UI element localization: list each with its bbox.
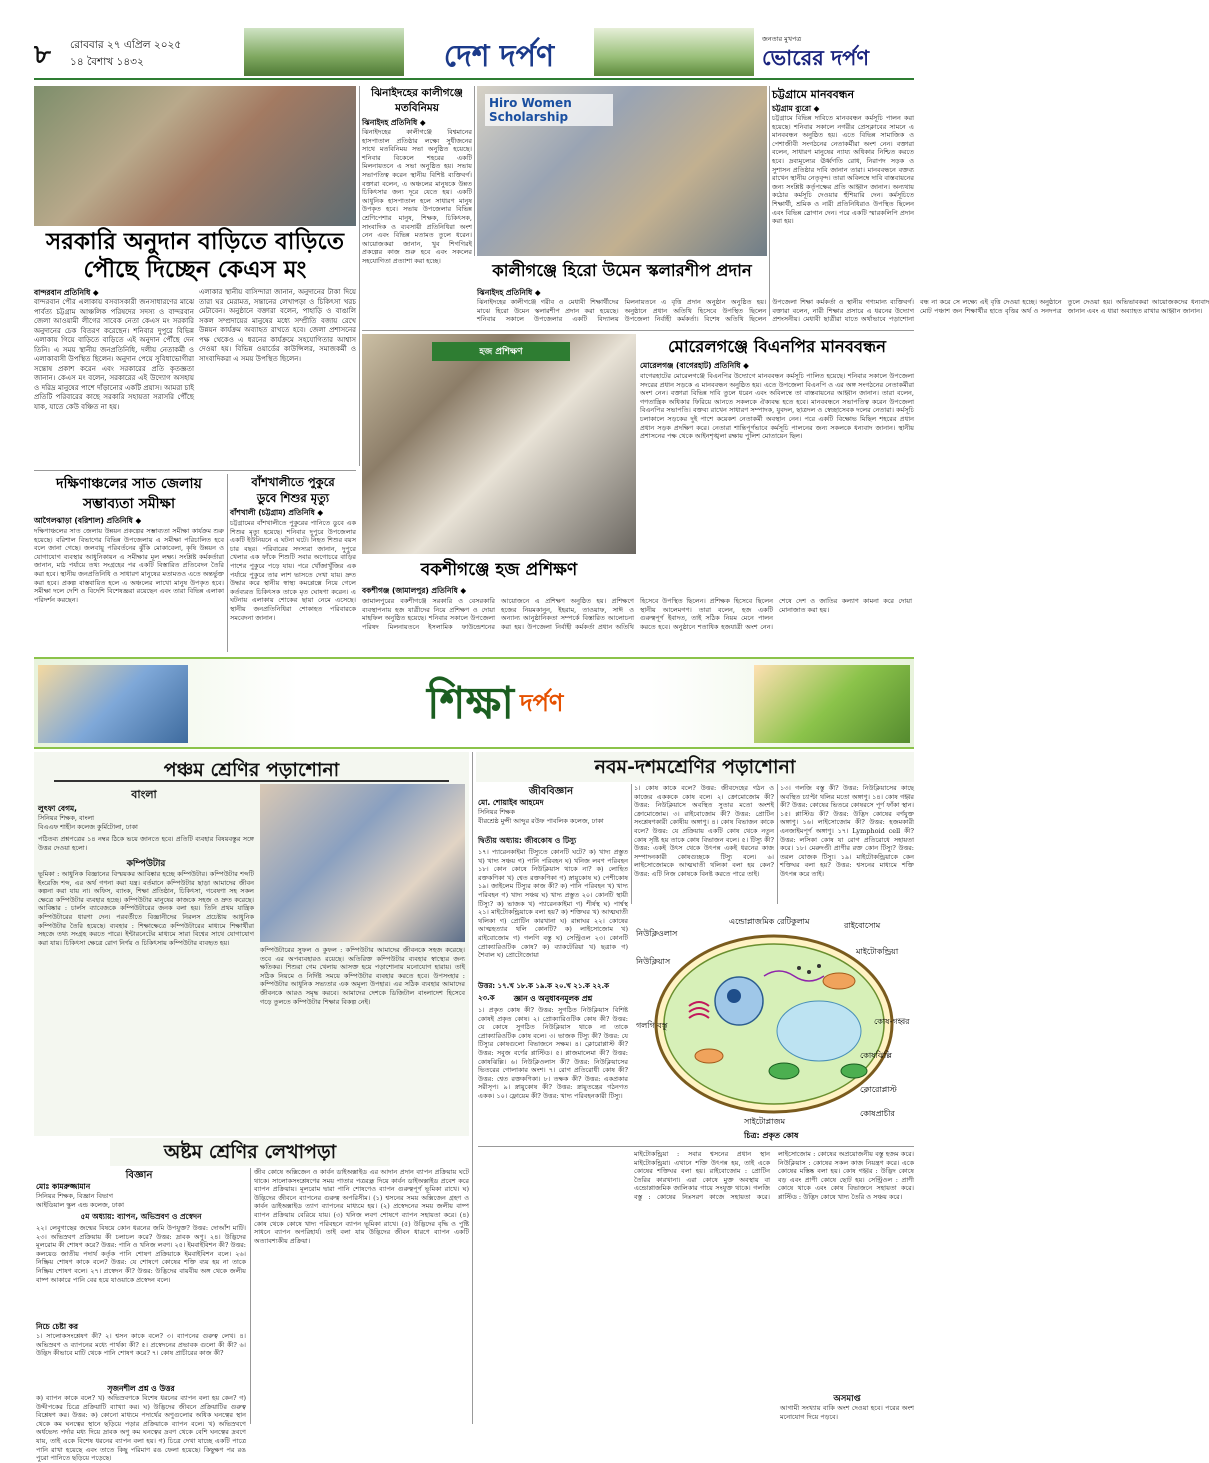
class8-body-3: ক) ব্যাপন কাকে বলে? খ) অভিস্রবণকে বিশেষ ধরনের ব্যাপন বলা হয় কেন? গ) উদ্দীপকের চিত্রে প্রক্রিয়াটি ব্যাখ্যা কর। ঘ) উদ্ভিদের জীবনে প্রক্রিয়াটির গুরুত্ব বিশ্লেষণ কর। উত্তর: ক) কোনো মাধ্যমে পদার্থের অণুগুলোর অধিক ঘনত্বের স্থান থেকে কম ঘনত্বের স্থানে ছড়িয়ে পড়ার প্রক্রিয়াকে ব্যাপন বলে। খ) অভিস্রবণে অর্ধভেদ্য পর্দার মধ্য দিয়ে দ্রাবক অণু কম ঘনত্বের দ্রবণ থেকে বেশি ঘনত্বের দ্রবণে যায়, তাই একে বিশেষ ধরনের ব্যাপন বলা হয়। গ) চিত্রে দেখা যাচ্ছে একটি পাত্রে পানি রাখা হয়েছে এবং তাতে কিছু পরিমাণ রঙ ফেলা হয়েছে। কিছুক্ষণ পর রঙ পুরো পানিতে ছড়িয়ে পড়েছে। xyxy=(36,1394,246,1463)
hajj-photo xyxy=(362,334,636,554)
class910-author-school: বীরশ্রেষ্ঠ মুন্সী আব্দুর রউফ পাবলিক কলেজ, ঢাকা xyxy=(478,817,604,825)
label-mitochondria: মাইটোকন্ড্রিয়া xyxy=(856,947,899,956)
mitochondria-shape xyxy=(823,973,855,989)
sathjela-headline-2: সম্ভাব্যতা সমীক্ষা xyxy=(82,496,176,512)
hajj-banner: হজ প্রশিক্ষণ xyxy=(432,342,570,361)
class8-chapter: ৫ম অধ্যায়: ব্যাপন, অভিস্রবণ ও প্রস্বেদন xyxy=(80,1212,202,1221)
jhenaidah-headline-1: ঝিনাইদহের কালীগঞ্জে xyxy=(371,87,463,99)
hajj-body: জামালপুরের বকশীগঞ্জে সরকারি ও বেসরকারি ব্যবস্থাপনায় হজ যাত্রীদের নিয়ে প্রশিক্ষণ ও দোয়া মাহফিল অনুষ্ঠিত হয়েছে। শনিবার সকালে উপজেলা পরিষদ মিলনায়তনে ইসলামিক ফাউন্ডেশনের আয়োজনে এ প্রশিক্ষণ অনুষ্ঠিত হয়। প্রশিক্ষণে হজের নিয়মকানুন, ইহরাম, তাওয়াফ, সাঈ ও অন্যান্য আনুষ্ঠানিকতা সম্পর্কে বিস্তারিত আলোচনা করা হয়। উপজেলা নির্বাহী কর্মকর্তা প্রধান অতিথি হিসেবে উপস্থিত ছিলেন। প্রশিক্ষক হিসেবে ছিলেন স্থানীয় আলেমগণ। তারা বলেন, হজ একটি গুরুত্বপূর্ণ ইবাদত, তাই সঠিক নিয়ম মেনে পালন করতে হবে। অনুষ্ঠানে শতাধিক হজযাত্রী অংশ নেন। শেষে দেশ ও জাতির কল্যাণ কামনা করে দোয়া মোনাজাত করা হয়। xyxy=(362,597,912,631)
education-banner xyxy=(34,657,914,749)
label-chloroplast: ক্লোরোপ্লাস্ট xyxy=(860,1085,897,1094)
chloroplast-shape-2 xyxy=(841,1064,867,1078)
sathjela-body: দক্ষিণাঞ্চলের সাত জেলায় উন্নয়ন প্রকল্পের সম্ভাব্যতা সমীক্ষা কার্যক্রম শুরু হয়েছে। বরিশাল বিভাগের বিভিন্ন উপজেলায় এ সমীক্ষা পরিচালিত হবে বলে জানা গেছে। জলবায়ু পরিবর্তনের ঝুঁকি মোকাবেলা, কৃষি উন্নয়ন ও যোগাযোগ ব্যবস্থার আধুনিকায়ন এ সমীক্ষার মূল লক্ষ্য। সংশ্লিষ্ট কর্মকর্তারা জানান, মাঠ পর্যায়ে তথ্য সংগ্রহের পর একটি বিস্তারিত প্রতিবেদন তৈরি করা হবে। স্থানীয় জনপ্রতিনিধি ও সাধারণ মানুষের মতামতও এতে অন্তর্ভুক্ত করা হবে। প্রকল্প বাস্তবায়িত হলে এ অঞ্চলের লাখো মানুষ উপকৃত হবে। সমীক্ষা দলে দেশি ও বিদেশি বিশেষজ্ঞরা রয়েছেন এবং তারা বিভিন্ন এলাকা পরিদর্শন করছেন। xyxy=(34,527,224,604)
section-title: দেশ দর্পণ xyxy=(443,39,555,74)
morelganj-byline: মোরেলগঞ্জ (বাগেরহাট) প্রতিনিধি ◆ xyxy=(640,361,749,370)
education-banner-title: শিক্ষা xyxy=(426,678,514,729)
masthead xyxy=(34,28,914,80)
sathjela-headline-1: দক্ষিণাঞ্চলের সাত জেলায় xyxy=(56,476,202,492)
main-story-body-2: এলাকার স্থানীয় বাসিন্দারা জানান, অনুদানের টাকা দিয়ে তারা ঘর মেরামত, সন্তানের লেখাপড়া ও চিকিৎসা খরচ মেটাবেন। অনুষ্ঠানে বক্তারা বলেন, পাহাড়ি ও বাঙালি সকল সম্প্রদায়ের মানুষের মধ্যে সম্প্রীতি বজায় রেখে উন্নয়ন কার্যক্রম অব্যাহত রাখতে হবে। জেলা প্রশাসনের পক্ষ থেকেও এ ধরনের কার্যক্রমে সহযোগিতার আশ্বাস দেওয়া হয়। বিভিন্ন ওয়ার্ডের কাউন্সিলর, সমাজকর্মী ও সাংবাদিকরা এ সময় উপস্থিত ছিলেন। xyxy=(199,288,356,363)
class5-section xyxy=(34,752,469,1136)
class910-closing-note: আগামী সংখ্যায় বাকি অংশ দেওয়া হবে। পরের অংশ মনোযোগ দিয়ে পড়বে। xyxy=(780,1404,914,1421)
chattogram-body: চট্টগ্রামে বিভিন্ন দাবিতে মানববন্ধন কর্মসূচি পালন করা হয়েছে। শনিবার সকালে নগরীর প্রেসক্লাবের সামনে এ মানববন্ধন অনুষ্ঠিত হয়। এতে বিভিন্ন সামাজিক ও পেশাজীবী সংগঠনের নেতাকর্মীরা অংশ নেন। বক্তারা বলেন, সাধারণ মানুষের ন্যায্য অধিকার নিশ্চিত করতে হবে। দ্রব্যমূল্যের ঊর্ধ্বগতি রোধ, নিরাপদ সড়ক ও সুশাসন প্রতিষ্ঠার দাবি জানান তারা। মানববন্ধনে বক্তব্য রাখেন স্থানীয় নেতৃবৃন্দ। তারা অবিলম্বে দাবি বাস্তবায়নের জন্য সংশ্লিষ্ট কর্তৃপক্ষের প্রতি আহ্বান জানান। অন্যথায় কঠোর কর্মসূচি দেওয়ার হুঁশিয়ারি দেন। কর্মসূচিতে শিক্ষার্থী, শ্রমিক ও নারী প্রতিনিধিরাও উপস্থিত ছিলেন এবং বিভিন্ন স্লোগান দেন। পরে একটি স্মারকলিপি প্রদান করা হয়। xyxy=(772,114,914,226)
class910-author: মো. শোয়াইব আহমেদ xyxy=(478,798,544,807)
ribosome-dot-3 xyxy=(817,964,821,968)
class910-right-column: ১৩। গলজি বস্তু কী? উত্তর: নিউক্লিয়াসের কাছে অবস্থিত চ্যাপ্টা থলির মতো অঙ্গাণু। ১৪। কোষ গহ্বর কী? উত্তর: কোষের ভিতরে কোষরসে পূর্ণ ফাঁকা স্থান। ১৫। প্লাস্টিড কী? উত্তর: উদ্ভিদ কোষের বর্ণযুক্ত অঙ্গাণু। ১৬। লাইসোজোম কী? উত্তর: হজমকারী এনজাইমপূর্ণ অঙ্গাণু। ১৭। Lymphoid cell কী? উত্তর: লসিকা কোষ যা রোগ প্রতিরোধে সহায়তা করে। ১৮। মেরুদণ্ডী প্রাণীর রক্ত কোন টিস্যু? উত্তর: তরল যোজক টিস্যু। ১৯। মাইটোকন্ড্রিয়াকে কেন শক্তিঘর বলা হয়? উত্তর: শ্বসনের মাধ্যমে শক্তি উৎপন্ন করে তাই। xyxy=(780,784,914,878)
mitochondria-shape-2 xyxy=(695,1049,723,1063)
label-membrane: কোষঝিল্লি xyxy=(860,1051,892,1060)
class910-answer-key: উত্তর: ১৭.খ ১৮.ক ১৯.ক ২০.খ ২১.ক ২২.ক ২৩.ক xyxy=(478,982,610,1002)
masthead-landscape-left xyxy=(244,28,404,76)
label-nucleus: নিউক্লিয়াস xyxy=(636,957,671,966)
main-story-headline-1: সরকারি অনুদান বাড়িতে বাড়িতে xyxy=(46,228,344,255)
chattogram-byline: চট্টগ্রাম ব্যুরো ◆ xyxy=(772,104,820,113)
label-nucleolus: নিউক্লিওলাস xyxy=(636,929,678,938)
class5-author: লুৎফা বেগম, xyxy=(38,804,78,813)
label-ribosome: রাইবোসোম xyxy=(844,921,881,930)
main-story-photo xyxy=(34,86,356,226)
class910-closing: অসমাপ্ত xyxy=(833,1394,861,1404)
banshkhali-headline-2: ডুবে শিশুর মৃত্যু xyxy=(256,491,330,505)
banshkhali-body: চট্টগ্রামের বাঁশখালীতে পুকুরের পানিতে ডুবে এক শিশুর মৃত্যু হয়েছে। শনিবার দুপুরে উপজেলার একটি ইউনিয়নে এ ঘটনা ঘটে। নিহত শিশুর বয়স চার বছর। পরিবারের সদস্যরা জানান, দুপুরে খেলার এক ফাঁকে শিশুটি সবার অগোচরে বাড়ির পাশের পুকুরে পড়ে যায়। পরে খোঁজাখুঁজির এক পর্যায়ে পুকুরে তার লাশ ভাসতে দেখা যায়। দ্রুত উদ্ধার করে স্থানীয় স্বাস্থ্য কমপ্লেক্সে নিয়ে গেলে কর্তব্যরত চিকিৎসক তাকে মৃত ঘোষণা করেন। এ ঘটনায় এলাকায় শোকের ছায়া নেমে এসেছে। স্থানীয় জনপ্রতিনিধিরা শোকাহত পরিবারকে সমবেদনা জানান। xyxy=(230,519,356,622)
banshkhali-byline: বাঁশখালী (চট্টগ্রাম) প্রতিনিধি ◆ xyxy=(230,508,324,517)
scholarship-banner: Hiro Women Scholarship xyxy=(485,94,613,126)
scholarship-byline: ঝিনাইদহ প্রতিনিধি ◆ xyxy=(477,288,541,297)
morelganj-body: বাগেরহাটের মোরেলগঞ্জে বিএনপির উদ্যোগে মানববন্ধন কর্মসূচি পালিত হয়েছে। শনিবার সকালে উপজেলা সদরের প্রধান সড়কে এ মানববন্ধন অনুষ্ঠিত হয়। এতে উপজেলা বিএনপি ও এর অঙ্গ সংগঠনের নেতাকর্মীরা অংশ নেন। বক্তারা বিভিন্ন দাবি তুলে ধরেন এবং অবিলম্বে তা বাস্তবায়নের আহ্বান জানান। তারা বলেন, গণতান্ত্রিক অধিকার ফিরিয়ে আনতে সকলকে ঐক্যবদ্ধ হতে হবে। মানববন্ধনে সভাপতিত্ব করেন উপজেলা বিএনপির সভাপতি। বক্তব্য রাখেন সাধারণ সম্পাদক, যুবদল, ছাত্রদল ও স্বেচ্ছাসেবক দলের নেতারা। কর্মসূচি চলাকালে সড়কের দুই পাশে কয়েকশ নেতাকর্মী অবস্থান নেন। পরে একটি বিক্ষোভ মিছিল শহরের প্রধান প্রধান সড়ক প্রদক্ষিণ করে। নেতারা শান্তিপূর্ণভাবে কর্মসূচি পালনের জন্য সকলকে ধন্যবাদ জানান। স্থানীয় প্রশাসনের পক্ষ থেকে আইনশৃঙ্খলা রক্ষায় পুলিশ মোতায়েন ছিল। xyxy=(640,372,914,441)
class5-topic: কম্পিউটার xyxy=(126,859,166,869)
class8-title: অষ্টম শ্রেণির লেখাপড়া xyxy=(110,1138,390,1166)
class8-subheading: নিচে চেষ্টা কর xyxy=(36,1322,79,1331)
scholarship-headline: কালীগঞ্জে হিরো উমেন স্কলারশীপ প্রদান xyxy=(492,261,752,280)
scholarship-body: ঝিনাইদহের কালীগঞ্জে গরীব ও মেধাবী শিক্ষার্থীদের মাঝে হিরো উমেন স্কলারশীপ প্রদান করা হয়েছে। শনিবার সকালে উপজেলার একটি বিদ্যালয় মিলনায়তনে এ বৃত্তি প্রদান অনুষ্ঠান অনুষ্ঠিত হয়। অনুষ্ঠানে প্রধান অতিথি হিসেবে উপস্থিত ছিলেন উপজেলা নির্বাহী কর্মকর্তা। বিশেষ অতিথি ছিলেন উপজেলা শিক্ষা কর্মকর্তা ও স্থানীয় গণ্যমান্য ব্যক্তিবর্গ। বক্তারা বলেন, নারী শিক্ষার প্রসারে এ ধরনের উদ্যোগ প্রশংসনীয়। মেধাবী ছাত্রীরা যাতে অর্থাভাবে পড়াশোনা বন্ধ না করে সে লক্ষ্যে এই বৃত্তি দেওয়া হচ্ছে। অনুষ্ঠানে মোট পঞ্চাশ জন শিক্ষার্থীর হাতে বৃত্তির অর্থ ও সনদপত্র তুলে দেওয়া হয়। অভিভাবকরা আয়োজকদের ধন্যবাদ জানান এবং এ ধারা অব্যাহত রাখার আহ্বান জানান। xyxy=(477,298,1209,324)
education-banner-image-left xyxy=(38,665,188,743)
label-er: এন্ডোপ্লাজমিক রেটিকুলাম xyxy=(729,917,810,926)
hajj-byline: বকশীগঞ্জ (জামালপুর) প্রতিনিধি ◆ xyxy=(362,586,467,595)
class5-photo xyxy=(260,784,465,942)
class910-bottom-right: মাইটোকন্ড্রিয়া : সবার শ্বসনের প্রধান স্থান মাইটোকন্ড্রিয়া। এখানে শক্তি উৎপন্ন হয়, তাই একে কোষের শক্তিঘর বলা হয়। রাইবোজোম : প্রোটিন তৈরির কারখানা। এরা কোষে মুক্ত অবস্থায় বা এন্ডোপ্লাজমিক জালিকার গায়ে সংযুক্ত থাকে। গলজি বস্তু : কোষের নিঃসরণ কাজে সহায়তা করে। লাইসোজোম : কোষের অপ্রয়োজনীয় বস্তু হজম করে। নিউক্লিয়াস : কোষের সকল কাজ নিয়ন্ত্রণ করে। একে কোষের মস্তিষ্ক বলা হয়। কোষ গহ্বর : উদ্ভিদ কোষে বড় এবং প্রাণী কোষে ছোট হয়। সেন্ট্রিওল : প্রাণী কোষে থাকে এবং কোষ বিভাজনে সহায়তা করে। প্লাস্টিড : উদ্ভিদ কোষে খাদ্য তৈরি ও সঞ্চয় করে। xyxy=(634,1150,914,1201)
class5-author-school: বিএএফ শাহীন কলেজ কুর্মিটোলা, ঢাকা xyxy=(38,823,138,831)
jhenaidah-headline-2: মতবিনিময় xyxy=(395,102,439,114)
hajj-headline: বকশীগঞ্জে হজ প্রশিক্ষণ xyxy=(420,560,578,580)
class5-author-role: সিনিয়র শিক্ষক, বাংলা xyxy=(38,814,95,822)
class910-mcq: ১৭। প্যারেনকাইমা টিস্যুতে কোনটি ঘটে? ক) খাদ্য প্রস্তুত খ) খাদ্য সঞ্চয় গ) পানি পরিবহন ঘ) খনিজ লবণ পরিবহন ১৮। কোন কোষে নিউক্লিয়াস থাকে না? ক) লোহিত রক্তকণিকা খ) শ্বেত রক্তকণিকা গ) স্নায়ুকোষ ঘ) পেশীকোষ ১৯। জাইলেম টিস্যুর কাজ কী? ক) পানি পরিবহন খ) খাদ্য পরিবহন গ) খাদ্য সঞ্চয় ঘ) খাদ্য প্রস্তুত ২০। কোনটি স্থায়ী টিস্যু? ক) ভাজক খ) প্যারেনকাইমা গ) শীর্ষস্থ ঘ) পার্শ্বস্থ ২১। মাইটোকন্ড্রিয়াকে বলা হয়? ক) শক্তিঘর খ) আত্মঘাতী থলিকা গ) প্রোটিন কারখানা ঘ) রান্নাঘর ২২। কোষের আত্মহত্যার থলি কোনটি? ক) লাইসোজোম খ) রাইবোজোম গ) গলগি বস্তু ঘ) সেন্ট্রিওল ২৩। কোনটি প্রোক্যারিওটিক কোষ? ক) ব্যাকটেরিয়া খ) ছত্রাক গ) শৈবাল ঘ) প্রোটোজোয়া xyxy=(478,848,628,960)
class5-body-2: কম্পিউটারের সুফল ও কুফল : কম্পিউটার আমাদের জীবনকে সহজ করেছে। তবে এর অপব্যবহারও রয়েছে। অতিরিক্ত কম্পিউটার ব্যবহার স্বাস্থ্যের জন্য ক্ষতিকর। শিশুরা গেম খেলায় আসক্ত হয়ে পড়াশোনায় মনোযোগ হারায়। তাই সঠিক নিয়মে ও নির্দিষ্ট সময়ে কম্পিউটার ব্যবহার করতে হবে। উপসংহার : কম্পিউটার আধুনিক সভ্যতার এক অমূল্য উপহার। এর সঠিক ব্যবহার আমাদের জীবনকে আরও সমৃদ্ধ করবে। আমাদের দেশকে ডিজিটাল বাংলাদেশ হিসেবে গড়ে তুলতে কম্পিউটার শিক্ষার বিকল্প নেই। xyxy=(260,946,465,1006)
sathjela-byline: আগৈলঝাড়া (বরিশাল) প্রতিনিধি ◆ xyxy=(34,516,142,525)
main-story-headline-2: পৌছে দিচ্ছেন কেএস মং xyxy=(83,256,307,283)
date-line-1: রোববার ২৭ এপ্রিল ২০২৫ xyxy=(70,39,182,51)
class910-subject: জীববিজ্ঞান xyxy=(528,786,574,797)
class5-subject: বাংলা xyxy=(131,788,157,801)
education-banner-subtitle: দর্পণ xyxy=(520,688,564,717)
cell-diagram-caption: চিত্র: প্রকৃত কোষ xyxy=(744,1131,799,1140)
scholarship-photo xyxy=(477,86,767,256)
main-story-body: বান্দরবান পৌর এলাকায় বসবাসকারী জনসাধারণের মাঝে পার্বত্য চট্টগ্রাম আঞ্চলিক পরিষদের সদস্য ও বান্দরবান জেলা আওয়ামী লীগের সাবেক নেতা কেএস মং সরকারি অনুদানের চেক বিতরণ করেছেন। শনিবার দুপুরে বিভিন্ন এলাকায় গিয়ে বাড়িতে বাড়িতে এই অনুদান পৌঁছে দেন তিনি। এ সময় স্থানীয় জনপ্রতিনিধি, দলীয় নেতাকর্মী ও এলাকাবাসী উপস্থিত ছিলেন। অনুদান পেয়ে সুবিধাভোগীরা সন্তোষ প্রকাশ করেন এবং সরকারের প্রতি কৃতজ্ঞতা জানান। কেএস মং বলেন, সরকারের এই উদ্যোগ অসহায় ও দরিদ্র মানুষের পাশে দাঁড়ানোর একটি প্রয়াস। আমরা চাই প্রতিটি পরিবারের কাছে সরকারি সহায়তা সরাসরি পৌঁছে যাক, যাতে কেউ বঞ্চিত না হয়। xyxy=(34,298,194,411)
class910-knowledge-title: জ্ঞান ও অনুধাবনমূলক প্রশ্ন xyxy=(513,994,593,1003)
chloroplast-shape xyxy=(769,1063,799,1079)
class910-bottom-left-cont xyxy=(478,1150,628,1390)
class910-author-role: সিনিয়র শিক্ষক xyxy=(478,808,515,816)
class8-author-role: সিনিয়র শিক্ষক, বিজ্ঞান বিভাগ xyxy=(36,1192,114,1200)
label-wall: কোষপ্রাচীর xyxy=(860,1109,895,1118)
class910-title: নবম-দশমশ্রেণির পড়াশোনা xyxy=(476,752,914,782)
class8-body: ২২। লেবুগাছের জন্মের বিষয়ে কোন ধরনের জমি উপযুক্ত? উত্তর: দোআঁশ মাটি। ২৩। অভিস্রবণ প্রক্রিয়ায় কী চলাচল করে? উত্তর: দ্রাবক অণু। ২৪। উদ্ভিদের মূলরোম কী শোষণ করে? উত্তর: পানি ও খনিজ লবণ। ২৫। ইমবাইবিশন কী? উত্তর: কলয়েড জাতীয় পদার্থ কর্তৃক পানি শোষণ প্রক্রিয়াকে ইমবাইবিশন বলে। ২৬। নিষ্ক্রিয় শোষণ কাকে বলে? উত্তর: যে শোষণে কোষের শক্তি ব্যয় হয় না তাকে নিষ্ক্রিয় শোষণ বলে। ২৭। প্রস্বেদন কী? উত্তর: উদ্ভিদের বায়বীয় অঙ্গ থেকে জলীয় বাষ্প আকারে পানি বের হয়ে যাওয়াকে প্রস্বেদন বলে। xyxy=(36,1224,246,1284)
class910-knowledge: ১। কোষ কাকে বলে? উত্তর: জীবদেহের গঠন ও কাজের একককে কোষ বলে। ২। ক্রোমোজোম কী? উত্তর: নিউক্লিয়াসে অবস্থিত সুতার মতো অংশই ক্রোমোজোম। ৩। রাইবোজোম কী? উত্তর: প্রোটিন সংশ্লেষণকারী কোষীয় অঙ্গাণু। ৪। কোষ বিভাজন কাকে বলে? উত্তর: যে প্রক্রিয়ায় একটি কোষ থেকে নতুন কোষ সৃষ্টি হয় তাকে কোষ বিভাজন বলে। ৫। টিস্যু কী? উত্তর: একই উৎস থেকে উৎপন্ন একই ধরনের কাজ সম্পাদনকারী কোষগুচ্ছকে টিস্যু বলে। ৬। লাইসোজোমকে আত্মঘাতী থলিকা বলা হয় কেন? উত্তর: এটি নিজ কোষকে বিনষ্ট করতে পারে তাই। xyxy=(634,784,774,878)
class5-intro: পঠিতব্য প্রশ্নপত্রের ১৪ নম্বর ঠিকে ভয়ে জানতে হবে। প্রতিটি ব্যবহার বিষয়বস্তুর সঙ্গে উত্তর দেওয়া হলো। xyxy=(38,835,254,852)
main-story-byline: বান্দরবান প্রতিনিধি ◆ xyxy=(34,288,99,297)
class910-chapter: দ্বিতীয় অধ্যায়: জীবকোষ ও টিস্যু xyxy=(478,836,577,845)
label-golgi: গলগি বস্তু xyxy=(636,1021,668,1030)
education-banner-image-right xyxy=(754,665,910,743)
class8-body-2: ১। সালোকসংশ্লেষণ কী? ২। শ্বসন কাকে বলে? ৩। ব্যাপনের গুরুত্ব লেখ। ৪। অভিস্রবণ ও ব্যাপনের মধ্যে পার্থক্য কী? ৫। প্রস্বেদনের প্রভাবক গুলো কী কী? ৬। উদ্ভিদ কীভাবে মাটি থেকে পানি শোষণ করে? ৭। কোষ প্রাচীরের কাজ কী? xyxy=(36,1332,246,1358)
vacuole-shape xyxy=(777,1001,861,1061)
page-number: ৮ xyxy=(34,40,51,70)
class910-bottom-left: ১। প্রকৃত কোষ কী? উত্তর: সুগঠিত নিউক্লিয়াস বিশিষ্ট কোষই প্রকৃত কোষ। ২। প্রোক্যারিওটিক কোষ কী? উত্তর: যে কোষে সুগঠিত নিউক্লিয়াস থাকে না তাকে প্রোক্যারিওটিক কোষ বলে। ৩। ভাজক টিস্যু কী? উত্তর: যে টিস্যুর কোষগুলো বিভাজনে সক্ষম। ৪। ক্লোরোপ্লাস্ট কী? উত্তর: সবুজ বর্ণের প্লাস্টিড। ৫। প্লাজমালেমা কী? উত্তর: কোষঝিল্লি। ৬। নিউক্লিওলাস কী? উত্তর: নিউক্লিয়াসের ভিতরের গোলাকার অংশ। ৭। রোগ প্রতিরোধী কোষ কী? উত্তর: শ্বেত রক্তকণিকা। ৮। তক্ষক কী? উত্তর: একপ্রকার সরীসৃপ। ৯। স্নায়ুকোষ কী? উত্তর: স্নায়ুতন্ত্রের গঠনগত একক। ১০। ফ্লোয়েম কী? উত্তর: খাদ্য পরিবহনকারী টিস্যু। xyxy=(478,1006,628,1100)
masthead-landscape-right xyxy=(594,28,754,76)
label-vacuole: কোষ-গহ্বর xyxy=(874,1017,910,1026)
date-line-2: ১৪ বৈশাখ ১৪৩২ xyxy=(70,56,144,68)
banshkhali-headline-1: বাঁশখালীতে পুকুরে xyxy=(251,475,335,489)
jhenaidah-body: ঝিনাইদহের কালীগঞ্জে বিশ্বমানের হাসপাতাল প্রতিষ্ঠার লক্ষ্যে সুধীজনের সাথে মতবিনিময় সভা অনুষ্ঠিত হয়েছে। শনিবার বিকেলে শহরের একটি মিলনায়তনে এ সভা অনুষ্ঠিত হয়। সভায় সভাপতিত্ব করেন স্থানীয় বিশিষ্ট ব্যক্তিবর্গ। বক্তারা বলেন, এ অঞ্চলের মানুষকে উন্নত চিকিৎসার জন্য দূরে যেতে হয়। একটি আধুনিক হাসপাতাল হলে সাধারণ মানুষ উপকৃত হবে। সভায় উপজেলার বিভিন্ন শ্রেণিপেশার মানুষ, শিক্ষক, চিকিৎসক, সাংবাদিক ও ব্যবসায়ী প্রতিনিধিরা অংশ নেন এবং বিভিন্ন মতামত তুলে ধরেন। আয়োজকরা জানান, খুব শিগগিরই প্রকল্পের কাজ শুরু হবে এবং সকলের সহযোগিতা প্রত্যাশা করা হচ্ছে। xyxy=(362,128,472,265)
paper-tagline: জনতার মুখপত্র xyxy=(762,35,802,43)
cell-diagram xyxy=(634,906,914,1142)
class5-body: ভূমিকা : আধুনিক বিজ্ঞানের বিস্ময়কর আবিষ্কার হচ্ছে কম্পিউটার। কম্পিউটার শব্দটি ইংরেজি শব্দ, এর অর্থ গণনা করা যন্ত্র। বর্তমানে কম্পিউটার ছাড়া আমাদের জীবন কল্পনা করা যায় না। অফিস, ব্যাংক, শিক্ষা প্রতিষ্ঠান, চিকিৎসা, গবেষণা সহ সকল ক্ষেত্রে কম্পিউটার ব্যবহার হচ্ছে। কম্পিউটার মানুষের কাজকে সহজ ও দ্রুত করেছে। আবিষ্কার : চার্লস ব্যাবেজকে কম্পিউটারের জনক বলা হয়। তিনি প্রথম যান্ত্রিক কম্পিউটারের ধারণা দেন। পরবর্তীতে বিজ্ঞানীদের নিরলস প্রচেষ্টায় আধুনিক কম্পিউটার তৈরি হয়েছে। ব্যবহার : শিক্ষাক্ষেত্রে কম্পিউটারের মাধ্যমে শিক্ষার্থীরা সহজে তথ্য সংগ্রহ করতে পারে। ইন্টারনেটের মাধ্যমে সারা বিশ্বের সাথে যোগাযোগ করা যায়। চিকিৎসা ক্ষেত্রে রোগ নির্ণয় ও চিকিৎসায় কম্পিউটার ব্যবহৃত হয়। xyxy=(38,870,254,947)
label-cytoplasm: সাইটোপ্লাজম xyxy=(744,1117,786,1126)
paper-name-logo: ভোরের দর্পণ xyxy=(762,45,870,70)
class8-author: মোঃ কামরুজ্জামান xyxy=(36,1182,91,1191)
class8-subheading-2: সৃজনশীল প্রশ্ন ও উত্তর xyxy=(107,1384,175,1393)
class8-subject: বিজ্ঞান xyxy=(125,1170,153,1181)
ribosome-dot-2 xyxy=(807,970,811,974)
class8-body-4: জীব কোষে অক্সিজেন ও কার্বন ডাইঅক্সাইড এর আদান প্রদান ব্যাপন প্রক্রিয়ায় ঘটে থাকে। সালোকসংশ্লেষণের সময় পাতার পত্ররন্ধ্র দিয়ে কার্বন ডাইঅক্সাইড প্রবেশ করে ব্যাপন প্রক্রিয়ায়। মূলরোম দ্বারা পানি শোষণেও ব্যাপন গুরুত্বপূর্ণ ভূমিকা রাখে। ঘ) উদ্ভিদের জীবনে ব্যাপনের গুরুত্ব অপরিসীম। (১) শ্বসনের সময় অক্সিজেন গ্রহণ ও কার্বন ডাইঅক্সাইড ত্যাগ ব্যাপনের মাধ্যমে হয়। (২) প্রস্বেদনের সময় জলীয় বাষ্প ব্যাপন প্রক্রিয়ায় বেরিয়ে যায়। (৩) খনিজ লবণ শোষণে ব্যাপন সহায়তা করে। (৪) কোষ থেকে কোষে খাদ্য পরিবহনে ব্যাপন ভূমিকা রাখে। (৫) উদ্ভিদের বৃদ্ধি ও পুষ্টি সাধনে ব্যাপন অপরিহার্য। তাই বলা যায় উদ্ভিদের জীবন ধারণে ব্যাপন একটি অত্যাবশ্যকীয় প্রক্রিয়া। xyxy=(254,1168,469,1245)
nucleus-shape xyxy=(715,977,763,1025)
ribosome-dot xyxy=(797,966,801,970)
class5-title: পঞ্চম শ্রেণির পড়াশোনা xyxy=(54,756,449,782)
jhenaidah-byline: ঝিনাইদহ প্রতিনিধি ◆ xyxy=(362,118,426,127)
morelganj-headline: মোরেলগঞ্জে বিএনপির মানববন্ধন xyxy=(667,337,887,356)
class8-author-school: আইডিয়াল স্কুল এন্ড কলেজ, ঢাকা xyxy=(36,1201,124,1209)
chattogram-headline: চট্টগ্রামে মানববন্ধন xyxy=(772,88,855,101)
nucleolus-shape xyxy=(727,989,741,1003)
cell-diagram-svg xyxy=(634,906,914,1142)
